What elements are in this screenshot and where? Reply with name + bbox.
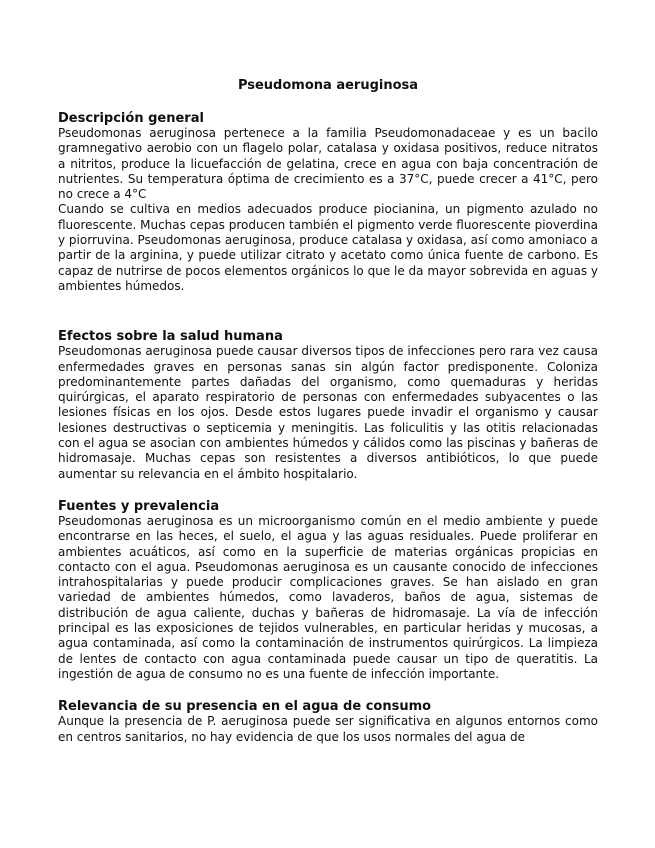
section-general-description — [58, 111, 598, 294]
document-title: Pseudomona aeruginosa — [237, 78, 419, 93]
section-drinking-water-relevance — [58, 699, 598, 745]
section-sources-prevalence — [58, 499, 598, 682]
paragraph: Aunque la presencia de P. aeruginosa puede ser significativa en algunos entornos como en centros sanitarios, no hay evidencia de que los usos normales del agua de — [58, 714, 598, 744]
section-heading: Efectos sobre la salud humana — [58, 329, 283, 345]
paragraph: Pseudomonas aeruginosa es un microorganismo común en el medio ambiente y puede encontrarse en las heces, el suelo, el agua y las aguas residuales. Puede proliferar en ambientes acuáticos, así como en la superficie de materias orgánicas propicias en contacto con el agua. Pseudomonas aeruginosa es un causante conocido de infecciones intrahospitalarias y puede producir complicaciones graves. Se han aislado en gran variedad de ambientes húmedos, como lavaderos, baños de agua, sistemas de distribución de agua caliente, duchas y bañeras de hidromasaje. La vía de infección principal es las exposiciones de tejidos vulnerables, en particular heridas y mucosas, a agua contaminada, así como la contaminación de instrumentos quirúrgicos. La limpieza de lentes de contacto con agua contaminada puede causar un tipo de queratitis. La ingestión de agua de consumo no es una fuente de infección importante. — [58, 513, 598, 681]
paragraph: Pseudomonas aeruginosa pertenece a la familia Pseudomonadaceae y es un bacilo gramnegativo aerobio con un flagelo polar, catalasa y oxidasa positivos, reduce nitratos a nitritos, produce la licuefacción de gelatina, crece en agua con baja concentración de nutrientes. Su temperatura óptima de crecimiento es a 37°C, puede crecer a 41°C, pero no crece a 4°C — [58, 126, 598, 202]
section-heading: Fuentes y prevalencia — [58, 498, 220, 514]
section-health-effects — [58, 329, 598, 482]
section-heading: Relevancia de su presencia en el agua de consumo — [58, 699, 432, 715]
paragraph: Pseudomonas aeruginosa puede causar diversos tipos de infecciones pero rara vez causa enfermedades graves en personas sanas sin algún factor predisponente. Coloniza predominantemente partes dañadas del organismo, como quemaduras y heridas quirúrgicas, el aparato respiratorio de personas con enfermedades subyacentes o las lesiones físicas en los ojos. Desde estos lugares puede invadir el organismo y causar lesiones destructivas o septicemia y meningitis. Las foliculitis y las otitis relacionadas con el agua se asocian con ambientes húmedos y cálidos como las piscinas y bañeras de hidromasaje. Muchas cepas son resistentes a diversos antibióticos, lo que puede aumentar su relevancia en el ámbito hospitalario. — [58, 344, 598, 481]
section-heading: Descripción general — [58, 111, 204, 126]
paragraph: Cuando se cultiva en medios adecuados produce piocianina, un pigmento azulado no fluorescente. Muchas cepas producen también el pigmento verde fluorescente pioverdina y piorruvina. Pseudomonas aeruginosa, produce catalasa y oxidasa, así como amoniaco a partir de la arginina, y puede utilizar citrato y acetato como única fuente de carbono. Es capaz de nutrirse de pocos elementos orgánicos lo que le da mayor sobrevida en aguas y ambientes húmedos. — [58, 202, 598, 293]
document-page — [58, 78, 598, 745]
